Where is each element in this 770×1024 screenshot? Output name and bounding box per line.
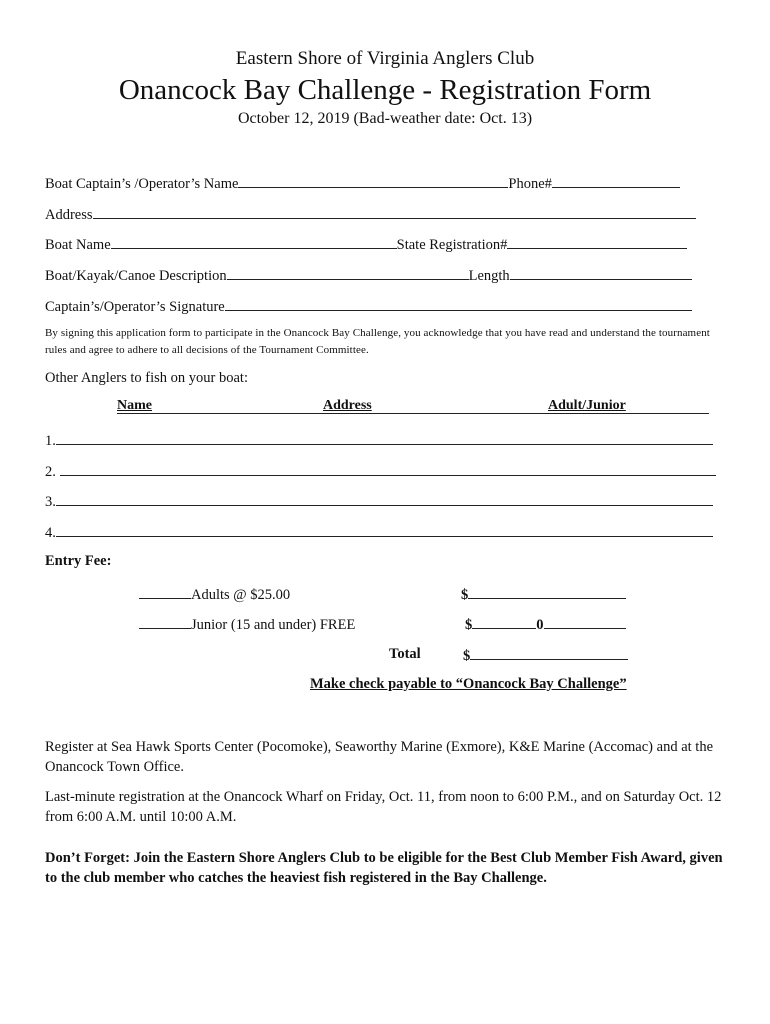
col-adult-junior-header: Adult/Junior	[548, 398, 626, 413]
total-amount-field[interactable]	[470, 646, 628, 660]
col-address-header: Address	[323, 398, 372, 413]
last-minute-registration: Last-minute registration at the Onancock Wharf on Friday, Oct. 11, from noon to 6:00 P.M., and on Saturday Oct. 12 from 6:00 A.M. until 10:00 A.M.	[45, 789, 722, 825]
angler-row-number: 1.	[45, 433, 56, 449]
phone-field[interactable]	[552, 174, 680, 188]
junior-amount-blank-left	[472, 615, 536, 629]
event-date: October 12, 2019 (Bad-weather date: Oct. 13)	[237, 110, 533, 127]
angler-row-field[interactable]	[56, 492, 713, 506]
col-name-header: Name	[117, 398, 152, 413]
captain-row	[45, 174, 680, 193]
check-payable-text: Make check payable to “Onancock Bay Challenge”	[310, 676, 627, 692]
angler-row-2	[45, 462, 716, 481]
other-anglers-heading	[45, 370, 248, 387]
description-field[interactable]	[227, 266, 469, 280]
adults-row	[139, 585, 290, 604]
check-payable-note	[310, 676, 627, 693]
captain-name-field[interactable]	[238, 174, 508, 188]
club-name: Eastern Shore of Virginia Anglers Club	[235, 48, 535, 69]
currency-symbol: $	[465, 617, 473, 633]
other-anglers-heading-text: Other Anglers to fish on your boat:	[45, 370, 248, 386]
junior-amount	[465, 615, 626, 634]
junior-row	[139, 615, 355, 634]
captain-name-label: Boat Captain’s /Operator’s Name	[45, 176, 239, 192]
address-row	[45, 205, 696, 224]
adults-count-field[interactable]	[139, 585, 191, 599]
angler-row-field[interactable]	[56, 523, 713, 537]
disclaimer-text: By signing this application form to participate in the Onancock Bay Challenge, you acknowledge that you have read and understand the tournament rules and agree to adhere to all decisions of the Tournament Committee.	[45, 327, 710, 356]
angler-row-field[interactable]	[56, 431, 713, 445]
currency-symbol: $	[461, 587, 469, 603]
state-registration-label: State Registration#	[396, 237, 508, 253]
angler-row-1	[45, 431, 713, 450]
total-label: Total	[389, 646, 421, 662]
boat-name-label: Boat Name	[45, 237, 111, 253]
junior-label: Junior (15 and under) FREE	[191, 617, 356, 633]
adults-amount	[461, 585, 626, 604]
address-field[interactable]	[93, 205, 696, 219]
signature-label: Captain’s/Operator’s Signature	[45, 299, 225, 315]
adults-amount-field[interactable]	[468, 585, 626, 599]
angler-row-number: 4.	[45, 525, 56, 541]
length-label: Length	[468, 268, 510, 284]
junior-count-field[interactable]	[139, 615, 191, 629]
junior-amount-blank-right	[544, 615, 626, 629]
angler-row-4	[45, 523, 713, 542]
currency-symbol: $	[463, 648, 471, 664]
angler-row-number: 3.	[45, 494, 56, 510]
signature-row	[45, 297, 692, 316]
signature-field[interactable]	[225, 297, 692, 311]
register-locations: Register at Sea Hawk Sports Center (Pocomoke), Seaworthy Marine (Exmore), K&E Marine (Accomac) and at the Onancock Town Office.	[45, 739, 713, 775]
angler-row-3	[45, 492, 713, 511]
address-label: Address	[45, 207, 93, 223]
junior-amount-value: 0	[536, 617, 544, 633]
description-label: Boat/Kayak/Canoe Description	[45, 268, 227, 284]
angler-row-number: 2.	[45, 464, 56, 480]
total-label-wrap	[389, 646, 421, 663]
description-row	[45, 266, 692, 285]
angler-row-field[interactable]	[60, 462, 716, 476]
form-title: Onancock Bay Challenge - Registration Form	[118, 74, 652, 106]
total-amount	[463, 646, 628, 665]
adults-label: Adults @ $25.00	[191, 587, 291, 603]
boat-name-row	[45, 235, 687, 254]
phone-label: Phone#	[508, 176, 552, 192]
dont-forget-note: Don’t Forget: Join the Eastern Shore Anglers Club to be eligible for the Best Club Member Fish Award, given to the club member who catches the heaviest fish registered in the Bay Challenge.	[45, 850, 723, 886]
boat-name-field[interactable]	[111, 235, 397, 249]
entry-fee-heading	[45, 553, 111, 570]
length-field[interactable]	[510, 266, 692, 280]
state-registration-field[interactable]	[507, 235, 687, 249]
entry-fee-heading-text: Entry Fee:	[45, 553, 112, 569]
